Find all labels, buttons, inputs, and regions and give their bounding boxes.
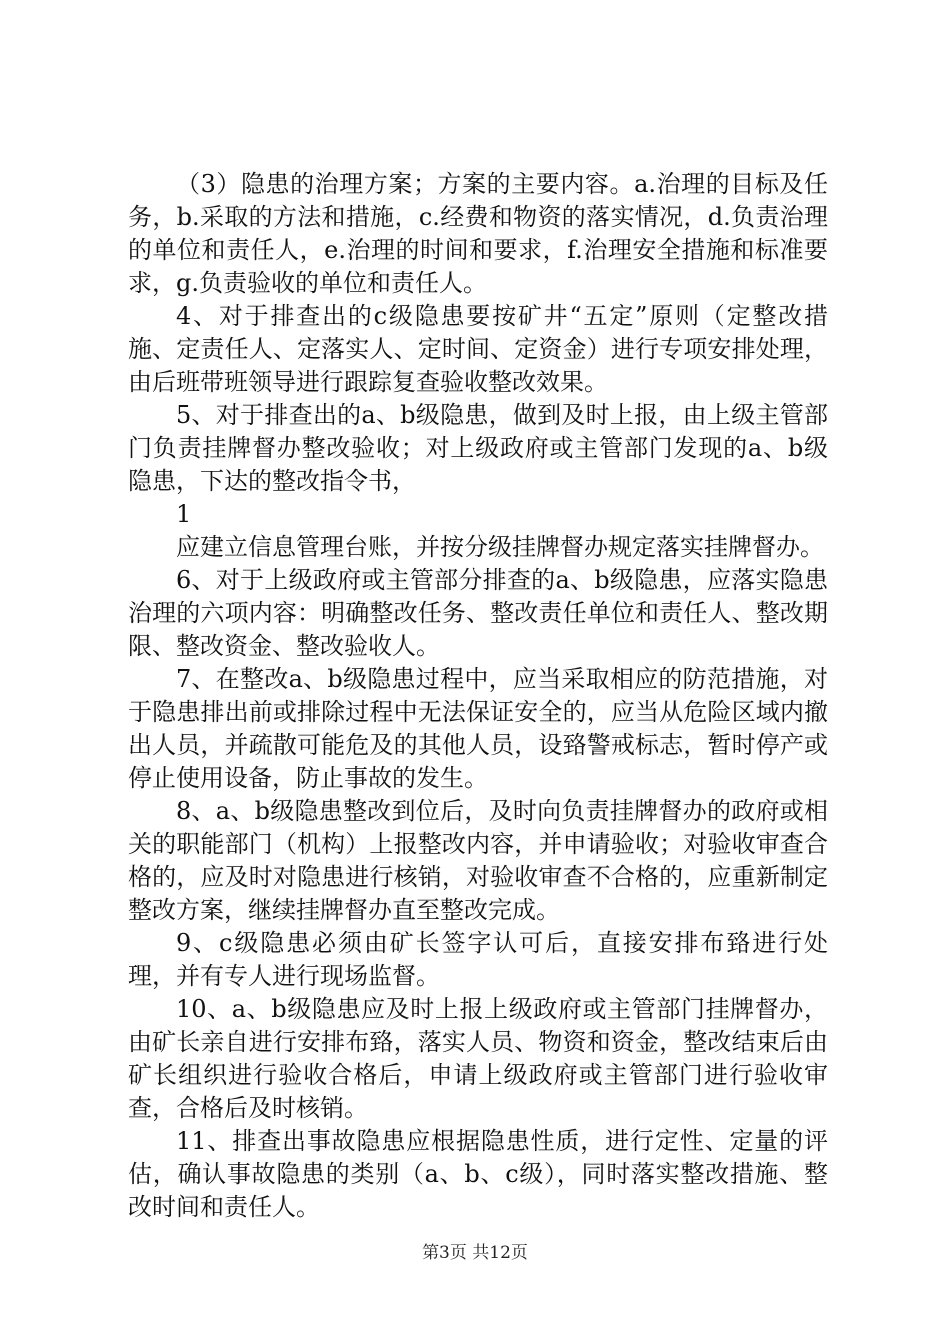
paragraph-item-11: 11、排查出事故隐患应根据隐患性质，进行定性、定量的评估，确认事故隐患的类别（a、b、c级），同时落实整改措施、整改时间和责任人。	[128, 1127, 828, 1221]
page-footer: 第3页 共12页	[422, 1243, 528, 1263]
paragraph-item-7: 7、在整改a、b级隐患过程中，应当采取相应的防范措施，对于隐患排出前或排除过程中无法保证安全的，应当从危险区域内撤出人员，并疏散可能危及的其他人员，设臵警戒标志，暂时停产或停止使用设备，防止事故的发生。	[128, 665, 828, 792]
paragraph-ledger: 应建立信息管理台账，并按分级挂牌督办规定落实挂牌督办。	[176, 533, 824, 561]
paragraph-item-6: 6、对于上级政府或主管部分排查的a、b级隐患，应落实隐患治理的六项内容：明确整改任务、整改责任单位和责任人、整改期限、整改资金、整改验收人。	[128, 566, 828, 660]
paragraph-item-8: 8、a、b级隐患整改到位后，及时向负责挂牌督办的政府或相关的职能部门（机构）上报整改内容，并申请验收；对验收审查合格的，应及时对隐患进行核销，对验收审查不合格的，应重新制定整改方案，继续挂牌督办直至整改完成。	[128, 797, 828, 924]
paragraph-number-1: 1	[176, 500, 192, 528]
document-body	[128, 168, 828, 1224]
paragraph-item-5: 5、对于排查出的a、b级隐患，做到及时上报，由上级主管部门负责挂牌督办整改验收；对上级政府或主管部门发现的a、b级隐患，下达的整改指令书，	[128, 401, 828, 495]
paragraph-item-9: 9、c级隐患必须由矿长签字认可后，直接安排布臵进行处理，并有专人进行现场监督。	[128, 929, 828, 990]
paragraph-item-10: 10、a、b级隐患应及时上报上级政府或主管部门挂牌督办，由矿长亲自进行安排布臵，落实人员、物资和资金，整改结束后由矿长组织进行验收合格后，申请上级政府或主管部门进行验收审查，合格后及时核销。	[128, 995, 828, 1122]
paragraph-item-4: 4、对于排查出的c级隐患要按矿井“五定”原则（定整改措施、定责任人、定落实人、定时间、定资金）进行专项安排处理，由后班带班领导进行跟踪复查验收整改效果。	[128, 302, 828, 396]
paragraph-treatment-plan: （3）隐患的治理方案；方案的主要内容。a.治理的目标及任务，b.采取的方法和措施，c.经费和物资的落实情况，d.负责治理的单位和责任人，e.治理的时间和要求，f.治理安全措施和标准要求，g.负责验收的单位和责任人。	[128, 170, 828, 297]
